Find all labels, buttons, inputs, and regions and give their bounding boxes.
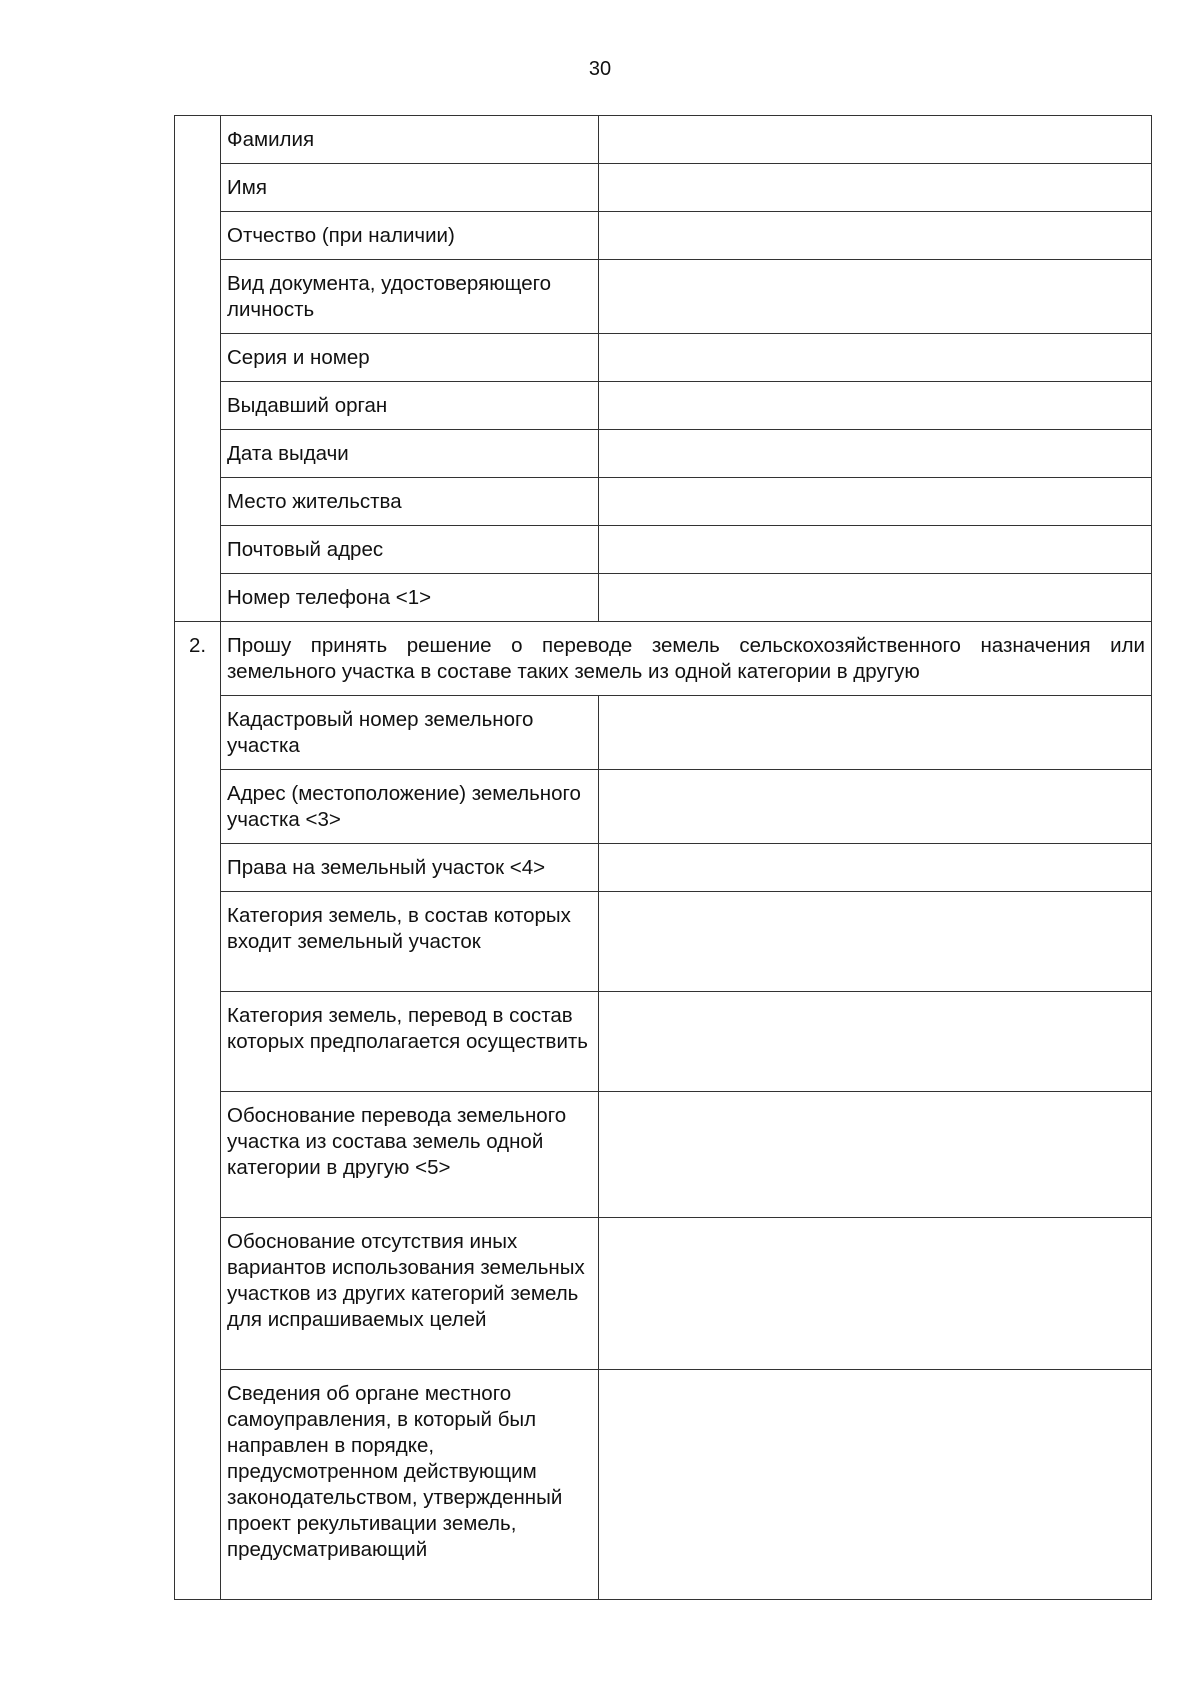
row-label: Сведения об органе местного самоуправления, в который был направлен в порядке, предусмотренном действующим законодательством, утвержденный проект рекультивации земель, предусматривающий	[221, 1370, 599, 1600]
row-label: Обоснование перевода земельного участка из состава земель одной категории в другую <5>	[221, 1092, 599, 1218]
name-value-cell[interactable]	[599, 164, 1152, 212]
land-address-value-cell[interactable]	[599, 770, 1152, 844]
table-row	[175, 260, 1152, 334]
table-row	[175, 770, 1152, 844]
table-row	[175, 382, 1152, 430]
row-label: Фамилия	[221, 116, 599, 164]
surname-value-cell[interactable]	[599, 116, 1152, 164]
row-label: Дата выдачи	[221, 430, 599, 478]
target-category-value-cell[interactable]	[599, 992, 1152, 1092]
row-label: Адрес (местоположение) земельного участка <3>	[221, 770, 599, 844]
local-authority-value-cell[interactable]	[599, 1370, 1152, 1600]
row-label: Имя	[221, 164, 599, 212]
residence-value-cell[interactable]	[599, 478, 1152, 526]
table-row	[175, 478, 1152, 526]
cadastral-number-value-cell[interactable]	[599, 696, 1152, 770]
row-label: Место жительства	[221, 478, 599, 526]
table-row	[175, 1370, 1152, 1600]
table-row	[175, 574, 1152, 622]
row-label: Отчество (при наличии)	[221, 212, 599, 260]
row-label: Категория земель, в состав которых входит земельный участок	[221, 892, 599, 992]
issue-date-value-cell[interactable]	[599, 430, 1152, 478]
current-category-value-cell[interactable]	[599, 892, 1152, 992]
phone-value-cell[interactable]	[599, 574, 1152, 622]
table-row	[175, 696, 1152, 770]
id-document-value-cell[interactable]	[599, 260, 1152, 334]
table-row	[175, 1092, 1152, 1218]
table-row	[175, 212, 1152, 260]
row-label: Обоснование отсутствия иных вариантов использования земельных участков из других категорий земель для испрашиваемых целей	[221, 1218, 599, 1370]
row-label: Вид документа, удостоверяющего личность	[221, 260, 599, 334]
page-number: 30	[588, 58, 612, 80]
issuer-value-cell[interactable]	[599, 382, 1152, 430]
row-label: Почтовый адрес	[221, 526, 599, 574]
series-number-value-cell[interactable]	[599, 334, 1152, 382]
row-label: Права на земельный участок <4>	[221, 844, 599, 892]
postal-address-value-cell[interactable]	[599, 526, 1152, 574]
table-row	[175, 430, 1152, 478]
patronymic-value-cell[interactable]	[599, 212, 1152, 260]
row-label: Серия и номер	[221, 334, 599, 382]
no-alternatives-value-cell[interactable]	[599, 1218, 1152, 1370]
table-row	[175, 334, 1152, 382]
table-row	[175, 1218, 1152, 1370]
section-2-header-row	[175, 622, 1152, 696]
table-row	[175, 892, 1152, 992]
row-label: Кадастровый номер земельного участка	[221, 696, 599, 770]
table-row	[175, 164, 1152, 212]
row-label: Номер телефона <1>	[221, 574, 599, 622]
land-rights-value-cell[interactable]	[599, 844, 1152, 892]
section-1-number-cell	[175, 116, 221, 622]
table-row	[175, 844, 1152, 892]
section-number: 2.	[175, 622, 221, 1600]
transfer-justification-value-cell[interactable]	[599, 1092, 1152, 1218]
row-label: Категория земель, перевод в состав которых предполагается осуществить	[221, 992, 599, 1092]
application-form-table	[174, 115, 1152, 1600]
table-row	[175, 116, 1152, 164]
row-label: Выдавший орган	[221, 382, 599, 430]
table-row	[175, 992, 1152, 1092]
table-row	[175, 526, 1152, 574]
section-2-request-text: Прошу принять решение о переводе земель сельскохозяйственного назначения или земельного участка в составе таких земель из одной категории в другую	[221, 622, 1152, 696]
